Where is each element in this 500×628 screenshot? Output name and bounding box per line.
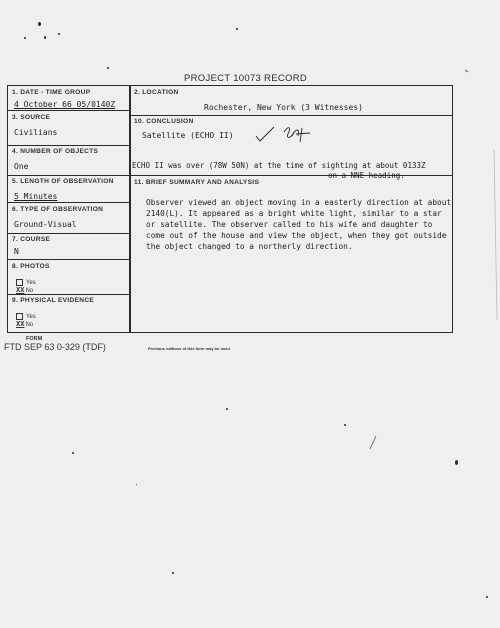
- row-divider: [8, 145, 130, 146]
- length-value: 5 Minutes: [14, 192, 58, 201]
- scan-speck: [38, 22, 41, 26]
- row-divider: [8, 294, 130, 295]
- source-label: 3. SOURCE: [12, 114, 51, 121]
- evidence-yes-label: Yes: [26, 314, 36, 321]
- course-label: 7. COURSE: [12, 236, 51, 243]
- pen-mark: [368, 434, 378, 450]
- source-value: Civilians: [14, 128, 58, 137]
- type-value: Ground-Visual: [14, 220, 77, 229]
- row-divider: [8, 175, 130, 176]
- scan-speck: [236, 28, 238, 30]
- page-title: PROJECT 10073 RECORD: [184, 73, 308, 84]
- scan-speck: [486, 596, 488, 598]
- row-divider: [8, 110, 130, 111]
- record-form: [7, 85, 453, 333]
- length-label: 5. LENGTH OF OBSERVATION: [12, 178, 114, 185]
- evidence-label: 9. PHYSICAL EVIDENCE: [12, 297, 95, 304]
- conclusion-value: Satellite (ECHO II): [142, 131, 234, 140]
- scan-speck: [172, 572, 174, 574]
- scan-speck: [107, 67, 109, 69]
- scan-speck: [72, 452, 74, 454]
- photos-no-label: No: [25, 288, 34, 294]
- photos-no-option[interactable]: [16, 286, 33, 294]
- scan-speck: [226, 408, 228, 410]
- summary-text: Observer viewed an object moving in a easterly direction at about 2140(L). It appeared as a bright white light, similar to a star or satellite. The observer called to his wife and daughter to come out of the house and view the object, when they got outside the object changed to a northerly direction.: [146, 198, 452, 251]
- conclusion-label: 10. CONCLUSION: [134, 118, 194, 125]
- photos-no-mark: XX: [16, 286, 25, 294]
- form-note: Previous editions of this form may be used: [148, 346, 230, 351]
- edge-mark: [460, 60, 500, 320]
- photos-label: 8. PHOTOS: [12, 263, 50, 270]
- date-label: 1. DATE - TIME GROUP: [12, 89, 91, 96]
- scan-speck: [24, 37, 26, 39]
- checkbox-icon: [16, 313, 23, 320]
- form-id: FTD SEP 63 0-329 (TDF): [4, 342, 106, 352]
- checkbox-icon: [16, 279, 23, 286]
- course-value: N: [14, 247, 19, 256]
- conclusion-note: ECHO II was over (78W 50N) at the time of sighting at about 0133Z: [132, 161, 426, 170]
- date-value: 4 October 66 05/0140Z: [14, 100, 116, 109]
- location-value: Rochester, New York (3 Witnesses): [204, 103, 363, 112]
- location-label: 2. LOCATION: [134, 89, 179, 96]
- row-divider: [130, 115, 452, 116]
- evidence-no-label: No: [25, 322, 34, 328]
- row-divider: [8, 202, 130, 203]
- evidence-no-mark: XX: [16, 320, 25, 328]
- summary-label: 11. BRIEF SUMMARY AND ANALYSIS: [134, 179, 260, 186]
- scan-speck: [44, 36, 46, 39]
- type-label: 6. TYPE OF OBSERVATION: [12, 206, 104, 213]
- row-divider: [8, 233, 130, 234]
- evidence-no-option[interactable]: [16, 320, 33, 328]
- scan-speck: [58, 33, 60, 35]
- summary-heading-note: on a NNE heading.: [328, 171, 405, 180]
- form-label: FORM: [26, 336, 43, 342]
- scan-speck: [455, 460, 458, 465]
- scan-speck: [136, 484, 137, 485]
- row-divider: [8, 259, 130, 260]
- objects-label: 4. NUMBER OF OBJECTS: [12, 148, 99, 155]
- photos-yes-label: Yes: [26, 280, 36, 287]
- scan-speck: [344, 424, 346, 426]
- checkmark-initials-icon: [254, 124, 318, 144]
- objects-value: One: [14, 162, 29, 171]
